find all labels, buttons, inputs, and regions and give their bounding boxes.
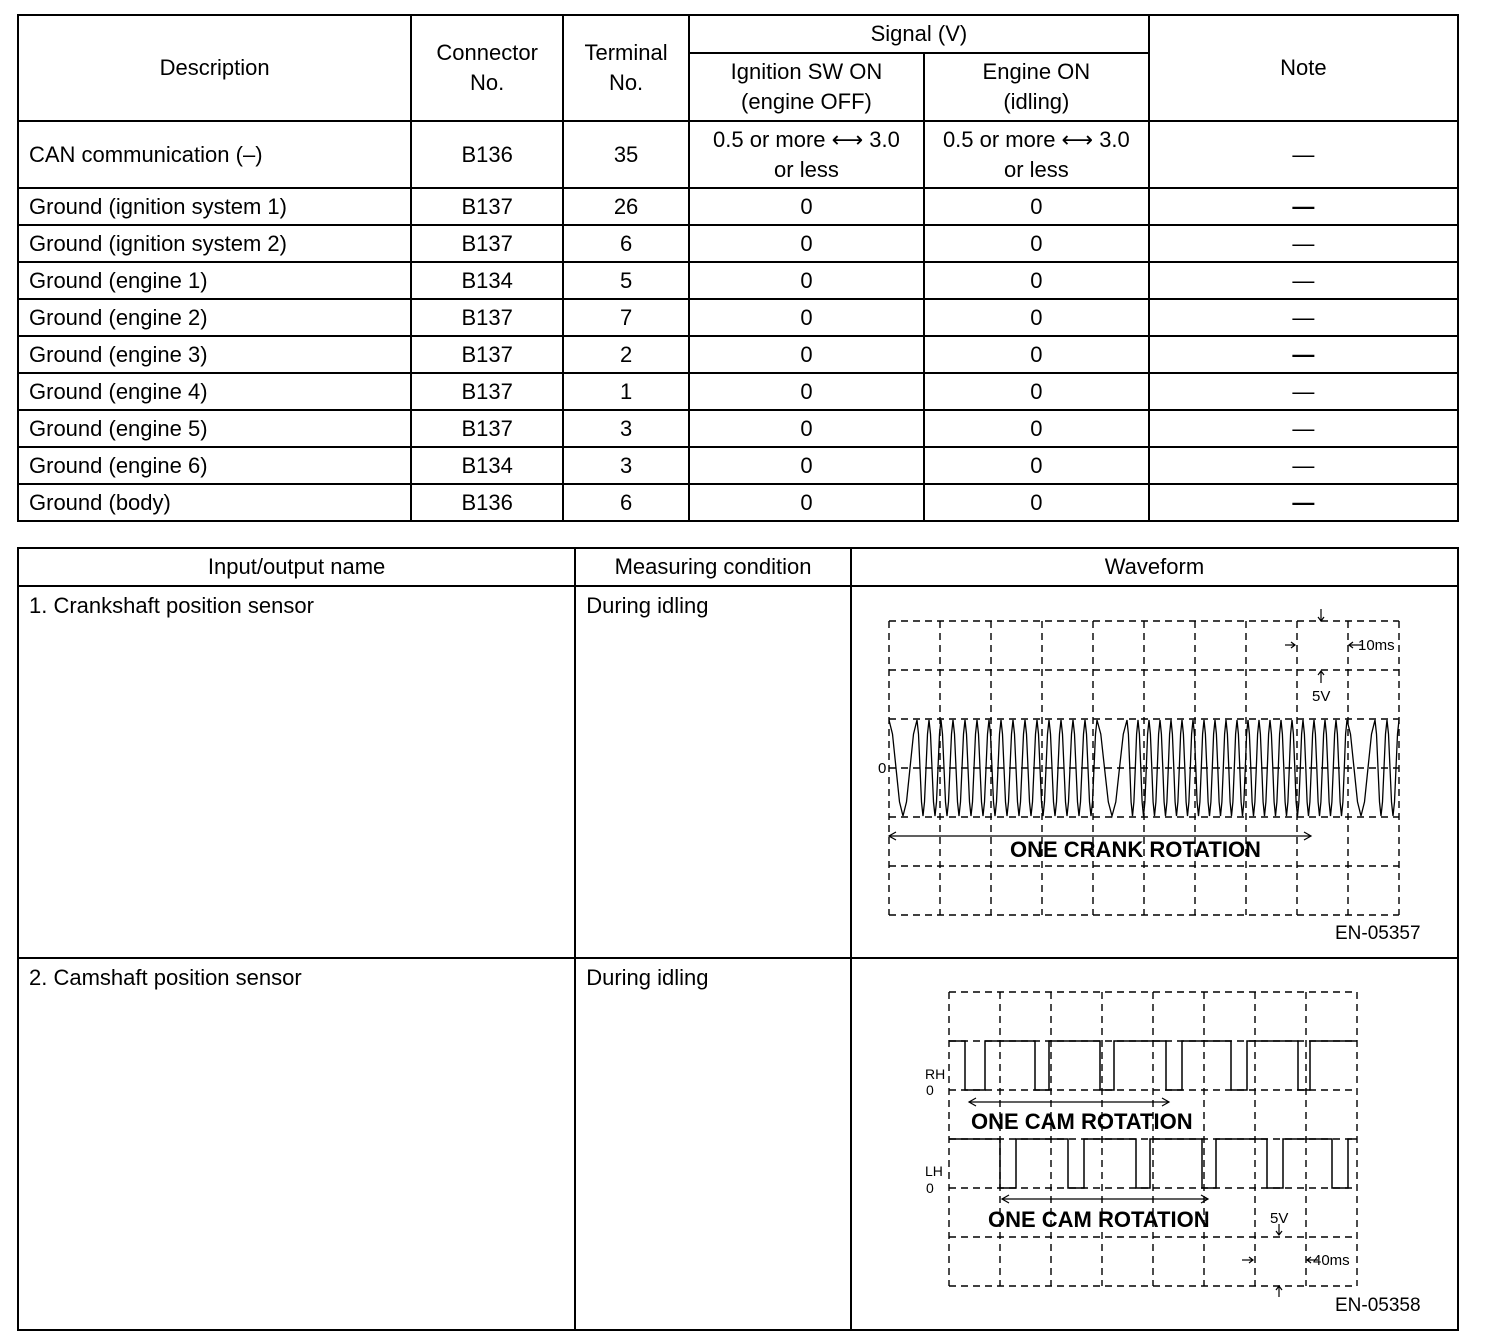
cell-note: — bbox=[1149, 299, 1458, 336]
header-note: Note bbox=[1149, 15, 1458, 121]
cell-ign-on: 0 bbox=[689, 484, 924, 521]
table-row bbox=[18, 121, 1458, 188]
cell-engine-on: 0 bbox=[924, 447, 1149, 484]
cell-terminal: 5 bbox=[563, 262, 689, 299]
cell-description: Ground (engine 3) bbox=[18, 336, 411, 373]
cam-rotation-label-rh: ONE CAM ROTATION bbox=[970, 1109, 1193, 1134]
header-ign-on bbox=[689, 53, 924, 121]
cell-note: — bbox=[1149, 447, 1458, 484]
cell-note: — bbox=[1149, 225, 1458, 262]
cell-connector: B136 bbox=[411, 484, 563, 521]
table-row bbox=[18, 299, 1458, 336]
cell-engine-on bbox=[924, 121, 1149, 188]
signal-table bbox=[17, 14, 1459, 522]
cell-ign-on: 0 bbox=[689, 225, 924, 262]
cell-terminal: 1 bbox=[563, 373, 689, 410]
cell-connector: B134 bbox=[411, 447, 563, 484]
cell-io-name: 2. Camshaft position sensor bbox=[18, 958, 575, 1330]
cell-description: Ground (engine 4) bbox=[18, 373, 411, 410]
cell-description: Ground (engine 5) bbox=[18, 410, 411, 447]
cell-terminal: 3 bbox=[563, 447, 689, 484]
cell-description: Ground (body) bbox=[18, 484, 411, 521]
header-terminal-label: Terminal No. bbox=[584, 40, 668, 95]
crank-waveform-figure bbox=[852, 587, 1456, 953]
cell-connector: B137 bbox=[411, 225, 563, 262]
crank-figure-id: EN-05357 bbox=[1334, 923, 1421, 944]
waveform-table bbox=[17, 547, 1459, 1331]
cell-description: Ground (engine 2) bbox=[18, 299, 411, 336]
cam-time-div-label: 40ms bbox=[1312, 1252, 1350, 1269]
cell-terminal: 2 bbox=[563, 336, 689, 373]
cell-engine-on: 0 bbox=[924, 225, 1149, 262]
cell-io-name: 1. Crankshaft position sensor bbox=[18, 586, 575, 958]
header-connector bbox=[411, 15, 563, 121]
table-row bbox=[18, 586, 1458, 958]
cam-lh-label: LH bbox=[924, 1163, 943, 1179]
cam-waveform-figure bbox=[852, 959, 1456, 1325]
header-engine-on-label: Engine ON (idling) bbox=[982, 59, 1091, 114]
cam-waveform-cell bbox=[851, 958, 1458, 1330]
cell-description: Ground (engine 1) bbox=[18, 262, 411, 299]
crank-waveform-cell bbox=[851, 586, 1458, 958]
cell-engine-on: 0 bbox=[924, 188, 1149, 225]
cell-terminal: 35 bbox=[563, 121, 689, 188]
crank-time-div-label: 10ms bbox=[1357, 637, 1395, 654]
cell-description: CAN communication (–) bbox=[18, 121, 411, 188]
cam-figure-id: EN-05358 bbox=[1334, 1295, 1421, 1316]
header-terminal bbox=[563, 15, 689, 121]
cell-engine-on: 0 bbox=[924, 299, 1149, 336]
table-row bbox=[18, 188, 1458, 225]
cell-engine-on: 0 bbox=[924, 262, 1149, 299]
cell-ign-on: 0 bbox=[689, 299, 924, 336]
cell-terminal: 6 bbox=[563, 225, 689, 262]
cam-volt-div-label: 5V bbox=[1269, 1210, 1289, 1227]
cell-description: Ground (ignition system 2) bbox=[18, 225, 411, 262]
cell-engine-on: 0 bbox=[924, 336, 1149, 373]
cell-measuring-condition: During idling bbox=[575, 586, 851, 958]
cell-note: — bbox=[1149, 121, 1458, 188]
cell-ign-on: 0 bbox=[689, 373, 924, 410]
table-row bbox=[18, 373, 1458, 410]
cell-connector: B137 bbox=[411, 188, 563, 225]
cell-description: Ground (engine 6) bbox=[18, 447, 411, 484]
header-engine-on bbox=[924, 53, 1149, 121]
cell-connector: B137 bbox=[411, 410, 563, 447]
cell-ign-on: 0 bbox=[689, 188, 924, 225]
header-ign-on-label: Ignition SW ON (engine OFF) bbox=[730, 59, 883, 114]
table-row bbox=[18, 958, 1458, 1330]
cell-ign-on bbox=[689, 121, 924, 188]
cell-terminal: 7 bbox=[563, 299, 689, 336]
cam-lh-zero-label: 0 bbox=[925, 1180, 934, 1196]
cell-note: — bbox=[1149, 188, 1458, 225]
cell-measuring-condition: During idling bbox=[575, 958, 851, 1330]
cam-rh-label: RH bbox=[924, 1066, 946, 1082]
cell-ign-on: 0 bbox=[689, 447, 924, 484]
table-row bbox=[18, 447, 1458, 484]
cell-ign-on: 0 bbox=[689, 336, 924, 373]
cell-terminal: 3 bbox=[563, 410, 689, 447]
table-row bbox=[18, 484, 1458, 521]
crank-zero-label: 0 bbox=[877, 760, 887, 777]
cell-note: — bbox=[1149, 410, 1458, 447]
cell-engine-on: 0 bbox=[924, 484, 1149, 521]
header-signal-group: Signal (V) bbox=[689, 15, 1149, 53]
cell-note: — bbox=[1149, 484, 1458, 521]
cell-terminal: 26 bbox=[563, 188, 689, 225]
cell-description: Ground (ignition system 1) bbox=[18, 188, 411, 225]
cell-ign-on: 0 bbox=[689, 262, 924, 299]
cam-rh-zero-label: 0 bbox=[925, 1082, 934, 1098]
cell-connector: B137 bbox=[411, 336, 563, 373]
header-waveform: Waveform bbox=[851, 548, 1458, 586]
header-description: Description bbox=[18, 15, 411, 121]
table-row bbox=[18, 262, 1458, 299]
cell-connector: B137 bbox=[411, 373, 563, 410]
cell-note: — bbox=[1149, 336, 1458, 373]
header-connector-label: Connector No. bbox=[436, 40, 538, 95]
cell-engine-on: 0 bbox=[924, 410, 1149, 447]
cell-engine-on: 0 bbox=[924, 373, 1149, 410]
cell-ign-on: 0 bbox=[689, 410, 924, 447]
cell-connector: B136 bbox=[411, 121, 563, 188]
table-row bbox=[18, 410, 1458, 447]
cell-note: — bbox=[1149, 373, 1458, 410]
crank-rotation-label: ONE CRANK ROTATION bbox=[1009, 837, 1261, 862]
cell-engine-on-value: 0.5 or more ⟷ 3.0 or less bbox=[942, 126, 1130, 182]
table-row bbox=[18, 336, 1458, 373]
header-io-name: Input/output name bbox=[18, 548, 575, 586]
cell-connector: B134 bbox=[411, 262, 563, 299]
crank-volt-div-label: 5V bbox=[1311, 688, 1331, 705]
cell-ign-on-value: 0.5 or more ⟷ 3.0 or less bbox=[713, 126, 900, 182]
cam-rotation-label-lh: ONE CAM ROTATION bbox=[987, 1207, 1210, 1232]
header-measuring-condition: Measuring condition bbox=[575, 548, 851, 586]
cell-note: — bbox=[1149, 262, 1458, 299]
cell-terminal: 6 bbox=[563, 484, 689, 521]
table-row bbox=[18, 225, 1458, 262]
cell-connector: B137 bbox=[411, 299, 563, 336]
